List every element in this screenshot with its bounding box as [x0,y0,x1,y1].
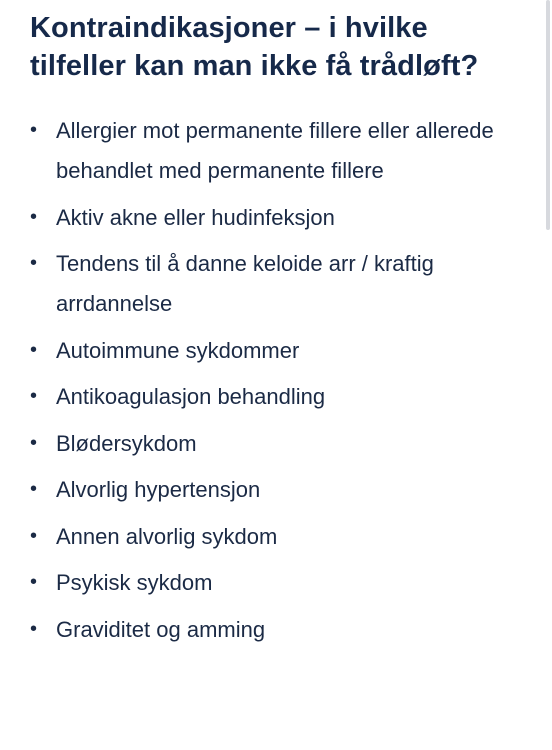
bullet-icon: • [30,431,38,454]
list-item-text: Autoimmune sykdommer [56,337,300,363]
bullet-icon: • [30,385,38,407]
bullet-icon: • [30,478,38,500]
article-section [30,10,530,656]
list-item [30,517,530,557]
list-item-text: Blødersykdom [56,430,197,456]
list-item-text: Graviditet og amming [56,616,266,642]
bullet-icon: • [30,524,38,547]
list-item [30,198,530,238]
section-heading: Kontraindikasjoner – i hvilke tilfeller kan man ikke få trådløft? [30,12,479,82]
scrollbar-thumb[interactable] [546,0,550,230]
list-item-text: Tendens til å danne keloide arr / kraftig arrdannelse [56,251,434,316]
list-item [30,563,530,603]
list-item [30,424,530,464]
list-item-text: Alvorlig hypertensjon [56,477,261,502]
list-item-text: Psykisk sykdom [56,570,213,595]
list-item [30,470,530,510]
bullet-icon: • [30,252,38,274]
list-item-text: Aktiv akne eller hudinfeksjon [56,204,335,230]
contraindication-list [30,111,530,650]
list-item [30,331,530,371]
bullet-icon: • [30,571,38,593]
bullet-icon: • [30,205,38,228]
bullet-icon: • [30,338,38,361]
bullet-icon: • [30,119,38,141]
list-item-text: Annen alvorlig sykdom [56,523,278,549]
list-item-text: Allergier mot permanente fillere eller allerede behandlet med permanente fillere [56,118,494,183]
list-item [30,111,530,191]
list-item [30,244,530,324]
list-item [30,377,530,417]
list-item [30,610,530,650]
bullet-icon: • [30,617,38,640]
list-item-text: Antikoagulasjon behandling [56,384,326,409]
